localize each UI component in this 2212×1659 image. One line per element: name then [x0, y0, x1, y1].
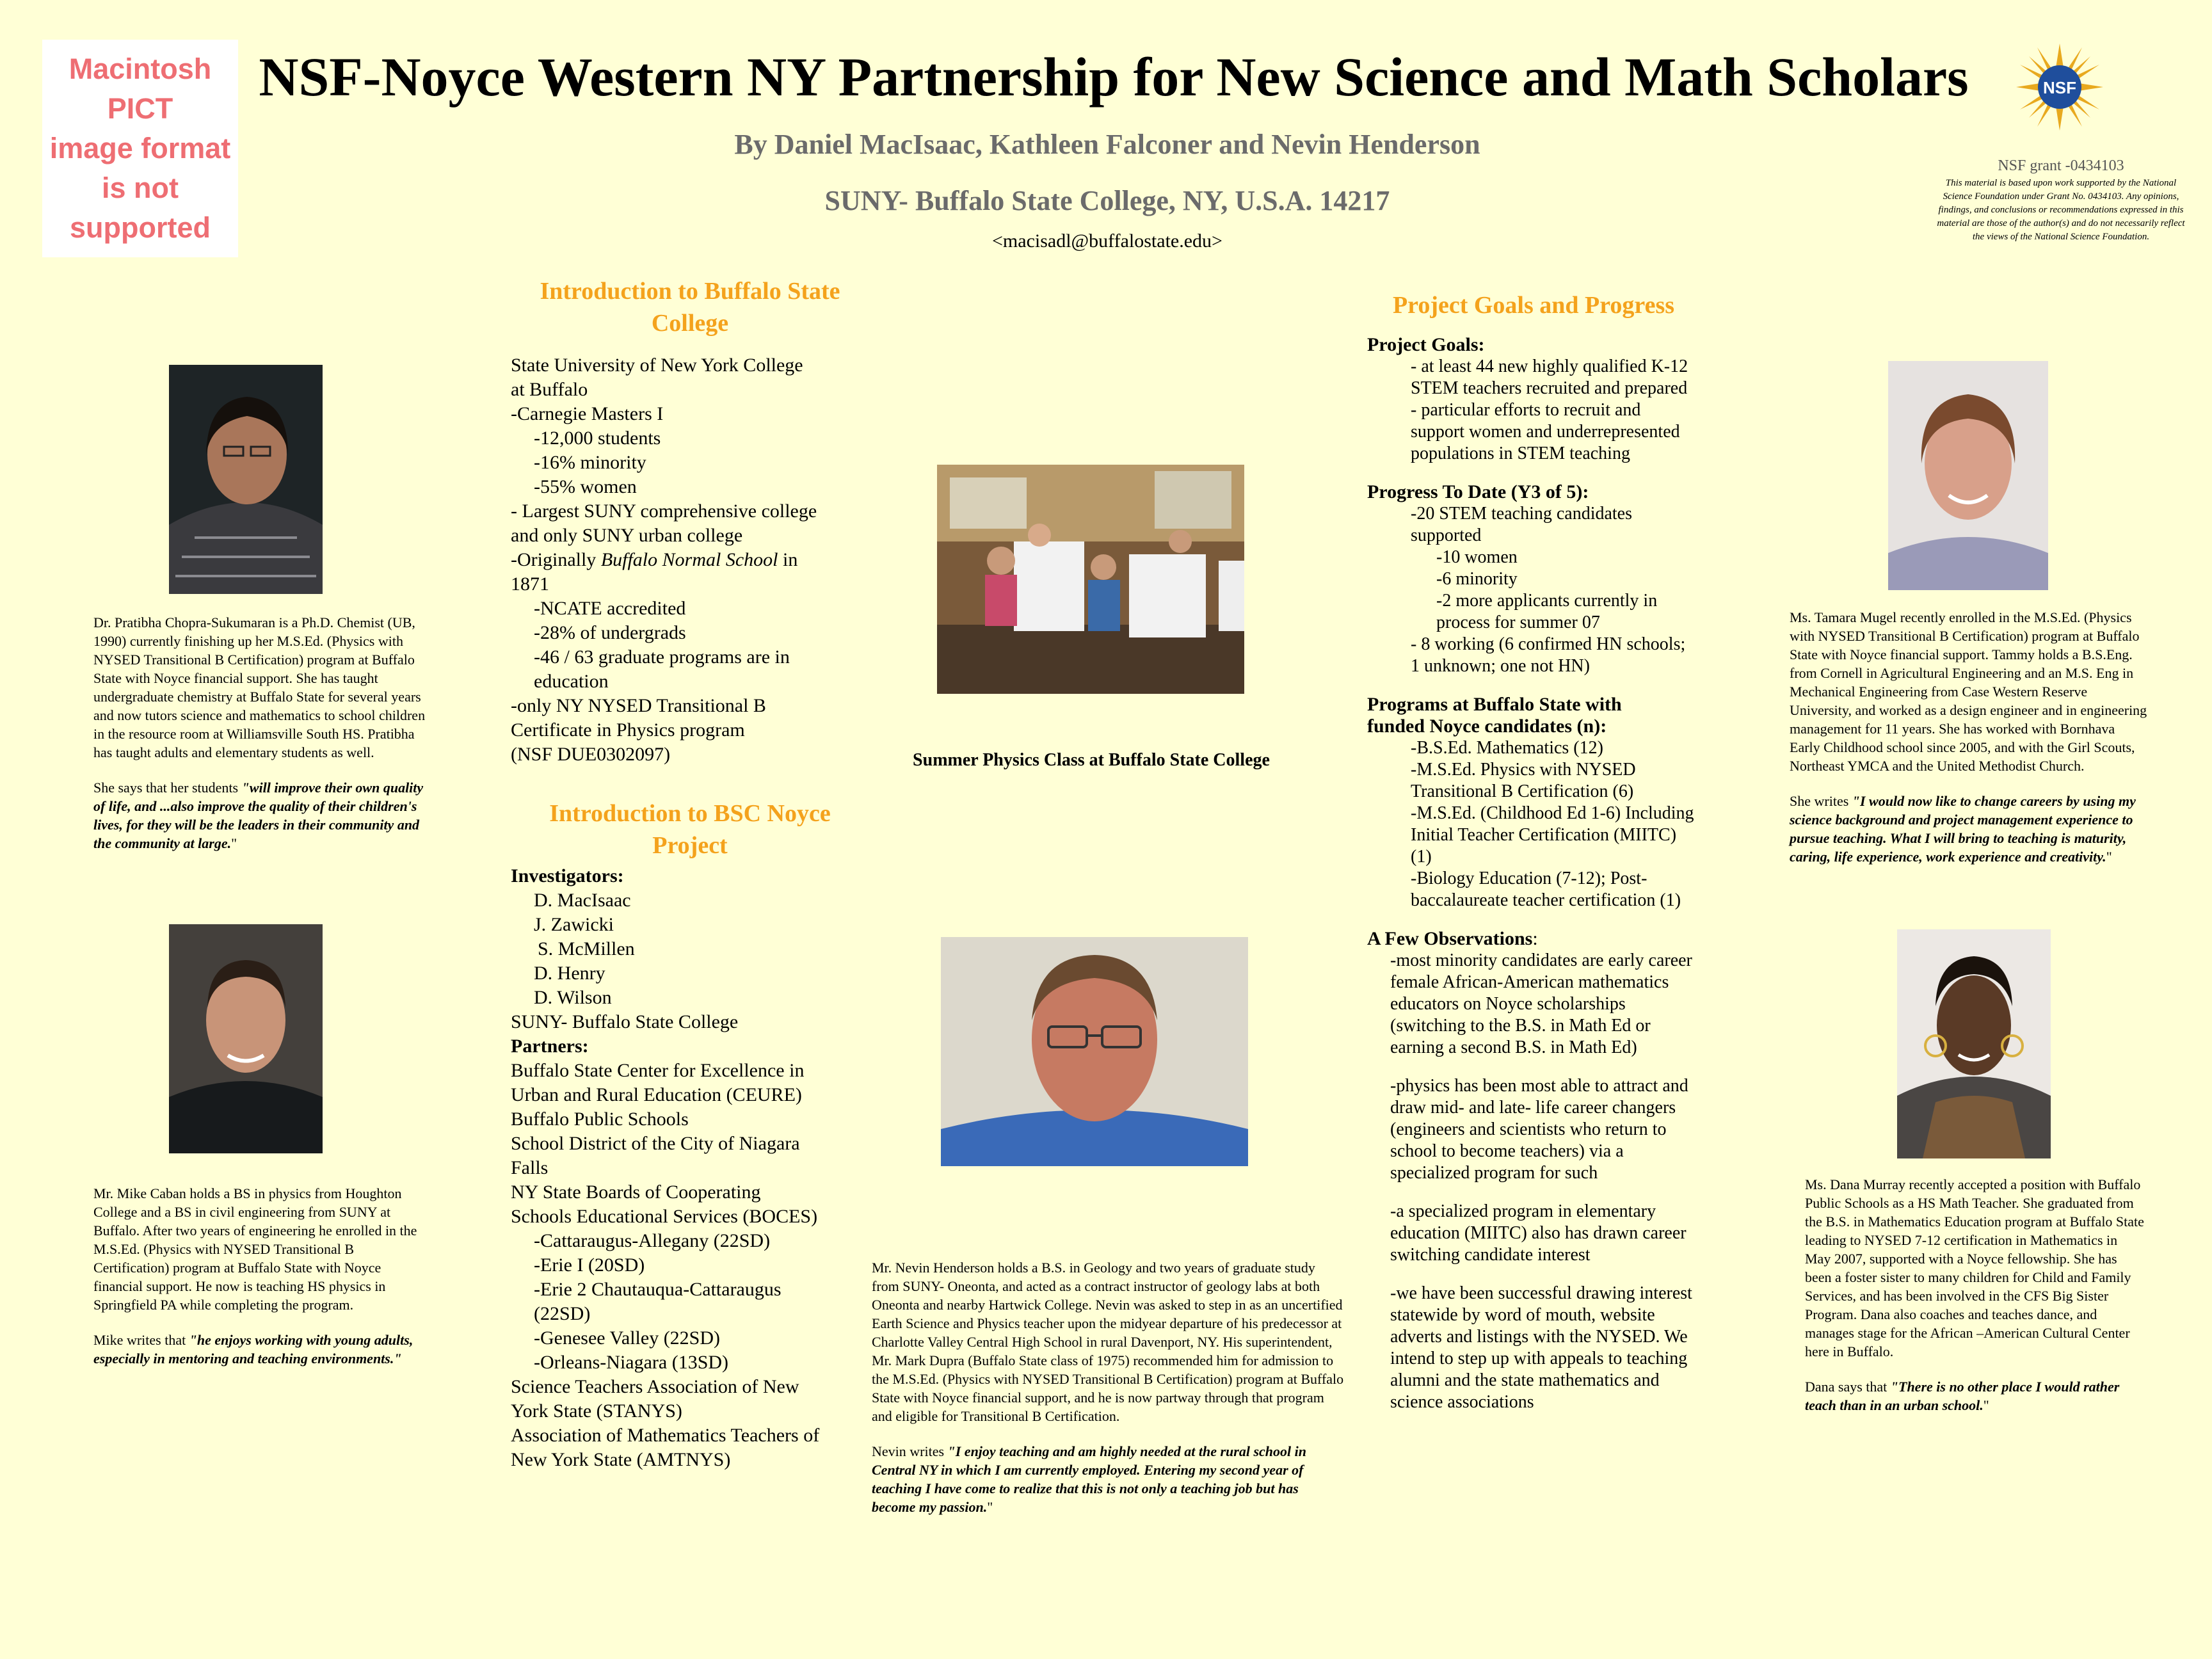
poster-authors: By Daniel MacIsaac, Kathleen Falconer and Nevin Henderson — [734, 129, 1480, 160]
goals-label: Project Goals: — [1367, 334, 1485, 355]
quote-intro: She writes — [1790, 793, 1852, 809]
intro-line: Certificate in Physics program — [511, 719, 745, 741]
partner-line: Science Teachers Association of New — [511, 1376, 799, 1397]
bio-quote — [93, 778, 433, 853]
intro-line: -only NY NYSED Transitional B — [511, 695, 766, 716]
section-heading: Introduction to Buffalo State College — [540, 278, 840, 337]
investigator: D. MacIsaac — [534, 890, 631, 911]
program-line: -M.S.Ed. (Childhood Ed 1-6) Including — [1411, 803, 1694, 823]
observation-line: intend to step up with appeals to teaching — [1390, 1349, 1688, 1368]
intro-line: State University of New York College — [511, 355, 803, 376]
programs-label: Programs at Buffalo State with — [1367, 694, 1622, 715]
bio-quote — [1790, 792, 2148, 866]
photo-tamara — [1888, 361, 2048, 590]
partner-line: Buffalo State Center for Excellence in — [511, 1060, 805, 1081]
goals-line: - particular efforts to recruit and — [1411, 400, 1641, 420]
intro-line: - Largest SUNY comprehensive college — [511, 501, 817, 522]
intro-line: -28% of undergrads — [534, 622, 686, 643]
intro-line: -Carnegie Masters I — [511, 403, 664, 424]
bio-text: Mr. Mike Caban holds a BS in physics from Houghton College and a BS in civil engineering from SUNY at Buffalo. After two years of engineering he enrolled in the M.S.Ed. (Physics with NYSED Transitional B Certification) program at Buffalo State with Noyce financial support. He now is teaching HS physics in Springfield PA while completing the program. — [93, 1185, 417, 1313]
intro-line: education — [534, 671, 609, 692]
bio-quote — [93, 1331, 433, 1368]
quote-intro: Mike writes that — [93, 1332, 189, 1348]
partners-label: Partners: — [511, 1036, 589, 1057]
section-heading: Project Goals and Progress — [1392, 292, 1675, 319]
observation-line: -a specialized program in elementary — [1390, 1201, 1656, 1221]
investigators-label: Investigators: — [511, 865, 624, 886]
section-heading: Introduction to BSC Noyce Project — [549, 800, 831, 859]
partner-line: New York State (AMTNYS) — [511, 1449, 731, 1470]
quote-end: " — [2106, 849, 2112, 865]
bio-text: Ms. Dana Murray recently accepted a position with Buffalo Public Schools as a HS Math Teacher. She graduated from the B.S. in Mathematics Education program at Buffalo State leading to NYSED 7-12 certification in Mathematics in May 2007, supported with a Noyce fellowship. She has been a foster sister to many children for Child and Family Services, and has been involved in the CFS Big Sister Program. Dana also coaches and teaches dance, and manages stage for the African –American Cultural Center here in Buffalo. — [1805, 1176, 2144, 1359]
intro-line: -12,000 students — [534, 428, 661, 449]
bio-pratibha — [93, 613, 433, 853]
investigator: D. Wilson — [534, 987, 612, 1008]
goals-line: - at least 44 new highly qualified K-12 — [1411, 357, 1688, 376]
observation-line: education (MIITC) also has drawn career — [1390, 1223, 1687, 1243]
partner-line: York State (STANYS) — [511, 1400, 682, 1422]
observation-line: earning a second B.S. in Math Ed) — [1390, 1038, 1637, 1057]
quote-intro: She says that her students — [93, 780, 242, 796]
pict-unsupported-placeholder — [42, 40, 238, 257]
partner-line: Urban and Rural Education (CEURE) — [511, 1084, 802, 1105]
nsf-disclaimer: This material is based upon work supported by the National Science Foundation under Grant No. 0434103. Any opinions, findings, and conclusions or recommendations expressed in this material are those of the author(s) and do not necessarily reflect the views of the National Science Foundation. — [1937, 178, 2185, 242]
intro-noyce-body — [511, 864, 869, 1472]
bio-text: Ms. Tamara Mugel recently enrolled in the M.S.Ed. (Physics with NYSED Transitional B Certification) program at Buffalo State with Noyce financial support. Tammy holds a B.S.Eng. from Cornell in Agricultural Engineering and an M.S. Eng in Mechanical Engineering from Case Western Reserve University, and worked as a design engineer and in engineering management for 11 years. She has worked with Bornhava Early Childhood school since 2005, and with the Girl Scouts, Northeast YMCA and the United Methodist Church. — [1790, 609, 2147, 774]
progress-line: supported — [1411, 525, 1482, 545]
partner-line: -Genesee Valley (22SD) — [534, 1327, 721, 1349]
partner-line: NY State Boards of Cooperating — [511, 1182, 761, 1203]
partner-line: (22SD) — [534, 1303, 591, 1324]
program-line: (1) — [1411, 847, 1432, 867]
observation-line: alumni and the state mathematics and — [1390, 1370, 1660, 1390]
bio-text: Dr. Pratibha Chopra-Sukumaran is a Ph.D. Chemist (UB, 1990) currently finishing up her M.S.Ed. (Physics with NYSED Transitional B Certification) program at Buffalo State with Noyce financial support. She has taught undergraduate chemistry at Buffalo State for several years and now tutors science and mathematics to school children in the resource room at Williamsville South HS. Pratibha has taught adults and elementary students as well. — [93, 614, 426, 760]
program-line: Initial Teacher Certification (MIITC) — [1411, 825, 1677, 845]
investigator: J. Zawicki — [534, 914, 614, 935]
intro-line: -46 / 63 graduate programs are in — [534, 646, 790, 668]
investigator: D. Henry — [534, 963, 605, 984]
intro-bsc-body — [511, 353, 869, 767]
partner-line: -Cattaraugus-Allegany (22SD) — [534, 1230, 771, 1251]
partner-line: -Orleans-Niagara (13SD) — [534, 1352, 729, 1373]
observation-line: draw mid- and late- life career changers — [1390, 1098, 1676, 1118]
progress-line: -2 more applicants currently in — [1436, 591, 1658, 611]
quote-end: " — [231, 835, 237, 851]
photo-pratibha — [169, 365, 323, 594]
progress-label: Progress To Date (Y3 of 5): — [1367, 481, 1589, 502]
observation-line: science associations — [1390, 1392, 1534, 1412]
partner-line: -Erie I (20SD) — [534, 1254, 645, 1276]
partner-line: Falls — [511, 1157, 549, 1178]
observation-line: school to become teachers) via a — [1390, 1141, 1624, 1161]
quote-text: "I would now like to change careers by using my science background and project management experience to pursue teaching. What I will bring to teaching is maturity, caring, life experience, work experience and creativity. — [1790, 793, 2136, 865]
bio-quote — [1805, 1377, 2144, 1415]
quote-text: "he enjoys working with young adults, especially in mentoring and teaching environments." — [93, 1332, 413, 1366]
pict-notice-line: is not supported — [70, 172, 211, 244]
photo-summer-physics-class — [937, 465, 1244, 694]
pict-notice-line: Macintosh PICT — [68, 52, 212, 125]
goals-line: populations in STEM teaching — [1411, 444, 1630, 463]
bio-mike — [93, 1184, 433, 1368]
observation-line: -we have been successful drawing interest — [1390, 1283, 1692, 1303]
nsf-logo — [2015, 42, 2104, 132]
observation-line: female African-American mathematics — [1390, 972, 1669, 992]
partner-line: Schools Educational Services (BOCES) — [511, 1206, 818, 1227]
observation-line: switching candidate interest — [1390, 1245, 1591, 1265]
observation-line: -most minority candidates are early career — [1390, 950, 1692, 970]
intro-line: (NSF DUE0302097) — [511, 744, 671, 765]
progress-line: 1 unknown; one not HN) — [1411, 656, 1590, 676]
section-intro-buffalo-state — [511, 275, 869, 767]
bio-text: Mr. Nevin Henderson holds a B.S. in Geology and two years of graduate study from SUNY- Oneonta, and acted as a contract instructor of geology labs at both Oneonta and nearby Hartwick College. Nevin was asked to step in as an uncertified Earth Science and Physics teacher upon the midyear departure of his predecessor at Charlotte Valley Central High School in rural Davenport, NY. His superintendent, Mr. Mark Dupra (Buffalo State class of 1975) recommended him for admission to the M.S.Ed. (Physics with NYSED Transitional B Certification) program at Buffalo State with Noyce financial support, and he is now partway through that program and eligible for Transitional B Certification. — [872, 1260, 1344, 1424]
goals-line: STEM teachers recruited and prepared — [1411, 378, 1688, 398]
bio-nevin — [872, 1258, 1345, 1516]
bio-tamara — [1790, 608, 2148, 866]
observation-line: educators on Noyce scholarships — [1390, 994, 1626, 1014]
progress-line: process for summer 07 — [1436, 613, 1600, 632]
bio-dana — [1805, 1175, 2144, 1415]
poster-title: NSF-Noyce Western NY Partnership for New Science and Math Scholars — [259, 46, 1969, 108]
intro-line: at Buffalo — [511, 379, 588, 400]
intro-line: -16% minority — [534, 452, 646, 473]
partner-line: Association of Mathematics Teachers of — [511, 1425, 820, 1446]
program-line: -Biology Education (7-12); Post- — [1411, 869, 1647, 888]
observation-line: statewide by word of mouth, website — [1390, 1305, 1655, 1325]
intro-line: 1871 — [511, 573, 549, 595]
quote-text: "will improve their own quality of life, and ...also improve the quality of their children's lives, for they will be the leaders in their community and the community at large. — [93, 780, 424, 851]
quote-text: "I enjoy teaching and am highly needed at the rural school in Central NY in which I am currently employed. Entering my second year of teaching I have come to realize that this is not only a teaching job but has become my passion. — [872, 1443, 1306, 1515]
observation-line: (engineers and scientists who return to — [1390, 1119, 1667, 1139]
progress-line: - 8 working (6 confirmed HN schools; — [1411, 634, 1686, 654]
observations-label: A Few Observations: — [1367, 928, 1538, 949]
program-line: Transitional B Certification (6) — [1411, 781, 1634, 801]
intro-line: and only SUNY urban college — [511, 525, 743, 546]
progress-line: -20 STEM teaching candidates — [1411, 504, 1633, 524]
quote-intro: Nevin writes — [872, 1443, 948, 1459]
partner-line: -Erie 2 Chautauqua-Cattaraugus — [534, 1279, 781, 1300]
intro-line: -NCATE accredited — [534, 598, 686, 619]
observation-line: adverts and listings with the NYSED. We — [1390, 1327, 1688, 1347]
program-line: -B.S.Ed. Mathematics (12) — [1411, 738, 1603, 758]
photo-dana — [1897, 929, 2051, 1158]
poster-college: SUNY- Buffalo State College, NY, U.S.A. 14217 — [824, 185, 1390, 216]
observation-line: -physics has been most able to attract and — [1390, 1076, 1688, 1096]
photo-caption: Summer Physics Class at Buffalo State College — [913, 750, 1270, 770]
goals-body — [1367, 334, 1764, 1413]
observation-line: specialized program for such — [1390, 1163, 1598, 1183]
progress-line: -10 women — [1436, 547, 1518, 567]
photo-mike — [169, 924, 323, 1153]
observation-line: (switching to the B.S. in Math Ed or — [1390, 1016, 1651, 1036]
quote-end: " — [987, 1499, 993, 1515]
photo-nevin — [941, 937, 1248, 1166]
section-intro-noyce — [511, 797, 869, 1472]
quote-text: "There is no other place I would rather teach than in an urban school. — [1805, 1379, 2120, 1413]
partner-line: Buffalo Public Schools — [511, 1109, 689, 1130]
investigator: S. McMillen — [538, 938, 635, 959]
bio-quote — [872, 1442, 1345, 1516]
institution: SUNY- Buffalo State College — [511, 1011, 739, 1032]
programs-label: funded Noyce candidates (n): — [1367, 716, 1607, 737]
quote-intro: Dana says that — [1805, 1379, 1891, 1395]
progress-line: -6 minority — [1436, 569, 1518, 589]
program-line: -M.S.Ed. Physics with NYSED — [1411, 760, 1636, 780]
poster-email: <macisadl@buffalostate.edu> — [992, 230, 1222, 252]
program-line: baccalaureate teacher certification (1) — [1411, 890, 1681, 910]
intro-line: -55% women — [534, 476, 637, 497]
intro-line-normal-school: -Originally Buffalo Normal School in — [511, 549, 798, 570]
nsf-logo-text: NSF — [2043, 78, 2076, 97]
quote-end: " — [1983, 1397, 1989, 1413]
section-project-goals — [1367, 289, 1764, 1413]
nsf-grant-number: NSF grant -0434103 — [1998, 157, 2124, 174]
partner-line: School District of the City of Niagara — [511, 1133, 800, 1154]
goals-line: support women and underrepresented — [1411, 422, 1680, 442]
pict-notice-line: image format — [49, 132, 231, 164]
